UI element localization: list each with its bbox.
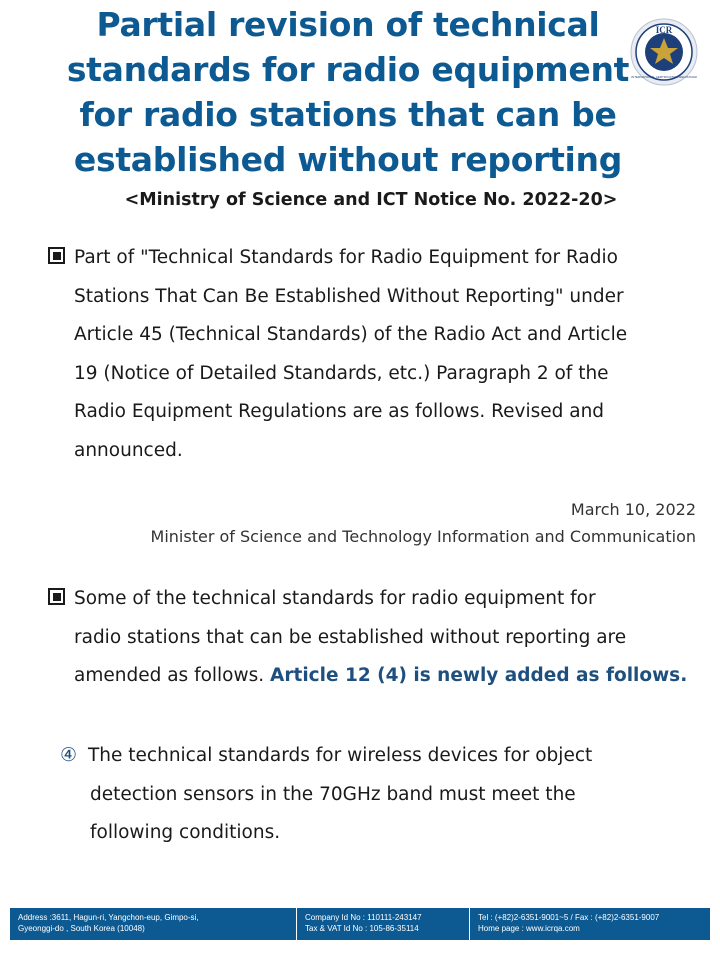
title-line: established without reporting <box>73 140 623 179</box>
notice-number: <Ministry of Science and ICT Notice No. 2022-20> <box>124 190 618 210</box>
page-title <box>60 2 636 182</box>
footer-address-line: Address :3611, Hagun-ri, Yangchon-eup, Gimpo-si, <box>18 913 199 922</box>
paragraph-line: amended as follows. <box>74 665 271 686</box>
footer-bar <box>10 908 710 940</box>
item-line: detection sensors in the 70GHz band must meet the <box>90 783 576 805</box>
circled-four-marker: ④ <box>60 744 78 766</box>
paragraph-line: announced. <box>74 439 183 461</box>
revision-paragraph <box>48 239 668 470</box>
paragraph-line: radio stations that can be established without reporting are <box>74 626 627 648</box>
footer-address-line: Gyeonggi-do , South Korea (10048) <box>18 924 145 933</box>
footer-tel-fax: Tel : (+82)2-6351-9001~5 / Fax : (+82)2-6351-9007 <box>478 913 660 922</box>
paragraph-line: Some of the technical standards for radio equipment for <box>74 588 596 609</box>
square-bullet-icon <box>48 247 65 264</box>
logo-text: ICR <box>655 25 673 35</box>
signature-signer: Minister of Science and Technology Information and Communication <box>150 527 696 546</box>
item-line: The technical standards for wireless devices for object <box>88 745 593 766</box>
footer-tax-id: Tax & VAT Id No : 105-86-35114 <box>305 924 419 933</box>
footer-company-id: Company Id No : 110111-243147 <box>305 913 422 922</box>
title-line: Partial revision of technical <box>96 5 600 44</box>
item-4 <box>60 736 680 853</box>
paragraph-line: Part of "Technical Standards for Radio Equipment for Radio <box>74 247 618 268</box>
footer-ids <box>296 908 469 940</box>
paragraph-line: Article 45 (Technical Standards) of the Radio Act and Article <box>74 324 628 345</box>
footer-address <box>10 908 296 940</box>
title-line: for radio stations that can be <box>79 95 617 134</box>
footer-homepage[interactable]: Home page : www.icrqa.com <box>478 924 580 933</box>
paragraph-line: Radio Equipment Regulations are as follows. Revised and <box>74 401 605 422</box>
article-highlight: Article 12 (4) is newly added as follows. <box>270 665 688 686</box>
icr-logo <box>630 18 698 86</box>
item-line: following conditions. <box>90 822 281 843</box>
footer-contact <box>469 908 710 940</box>
paragraph-line: Stations That Can Be Established Without Reporting" under <box>74 285 624 307</box>
signature-date: March 10, 2022 <box>570 500 696 519</box>
square-bullet-icon <box>48 588 65 605</box>
title-line: standards for radio equipment <box>66 50 630 89</box>
logo-subtext: INTERNATIONAL CERTIFICATION REGISTRAR <box>631 75 697 79</box>
paragraph-line: 19 (Notice of Detailed Standards, etc.) Paragraph 2 of the <box>74 362 609 384</box>
amendment-paragraph <box>48 580 688 696</box>
